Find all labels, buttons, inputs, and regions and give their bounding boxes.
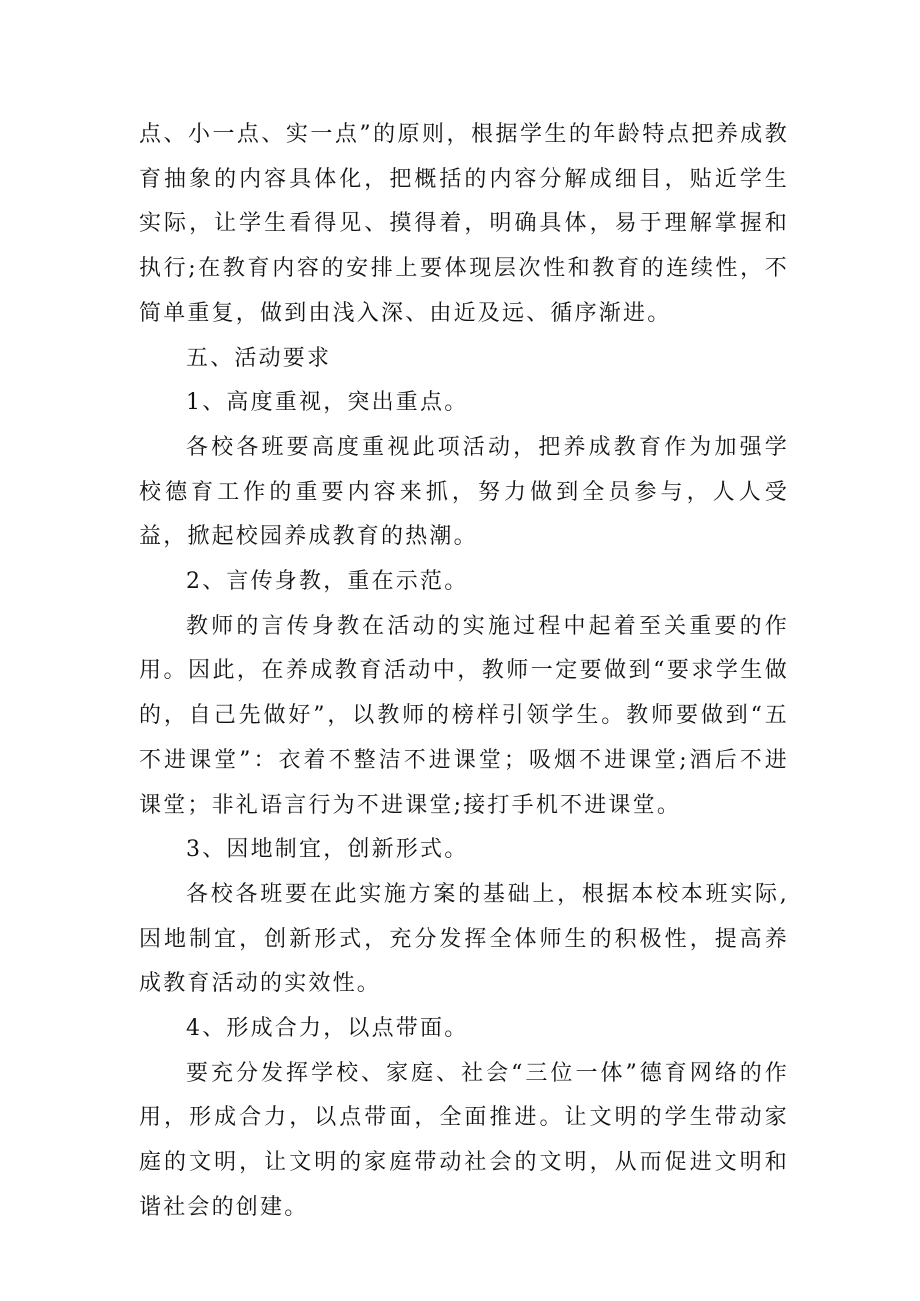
document-body bbox=[139, 113, 789, 1231]
paragraph-requirement-4: 要充分发挥学校、家庭、社会“三位一体”德育网络的作用，形成合力，以点带面，全面推进。让文明的学生带动家庭的文明，让文明的家庭带动社会的文明，从而促进文明和谐社会的创建。 bbox=[139, 1060, 789, 1220]
paragraph-principle: 点、小一点、实一点”的原则，根据学生的年龄特点把养成教育抽象的内容具体化，把概括的内容分解成细目，贴近学生实际，让学生看得见、摸得着，明确具体，易于理解掌握和执行;在教育内容的安排上要体现层次性和教育的连续性，不简单重复，做到由浅入深、由近及远、循序渐进。 bbox=[139, 122, 789, 326]
heading-requirement-3: 3、因地制宜，创新形式。 bbox=[186, 837, 469, 863]
heading-requirement-1: 1、高度重视，突出重点。 bbox=[186, 390, 469, 416]
heading-requirement-4: 4、形成合力，以点带面。 bbox=[186, 1016, 469, 1042]
heading-requirement-2: 2、言传身教，重在示范。 bbox=[186, 569, 469, 595]
paragraph-requirement-2: 教师的言传身教在活动的实施过程中起着至关重要的作用。因此，在养成教育活动中，教师一定要做到“要求学生做的，自己先做好”，以教师的榜样引领学生。教师要做到“五不进课堂”：衣着不整洁不进课堂；吸烟不进课堂;酒后不进课堂；非礼语言行为不进课堂;接打手机不进课堂。 bbox=[139, 613, 789, 818]
heading-activity-requirements: 五、活动要求 bbox=[186, 345, 332, 371]
paragraph-requirement-3: 各校各班要在此实施方案的基础上，根据本校本班实际,因地制宜，创新形式，充分发挥全体师生的积极性，提高养成教育活动的实效性。 bbox=[139, 881, 789, 997]
paragraph-requirement-1: 各校各班要高度重视此项活动，把养成教育作为加强学校德育工作的重要内容来抓，努力做到全员参与，人人受益，掀起校园养成教育的热潮。 bbox=[139, 434, 789, 550]
